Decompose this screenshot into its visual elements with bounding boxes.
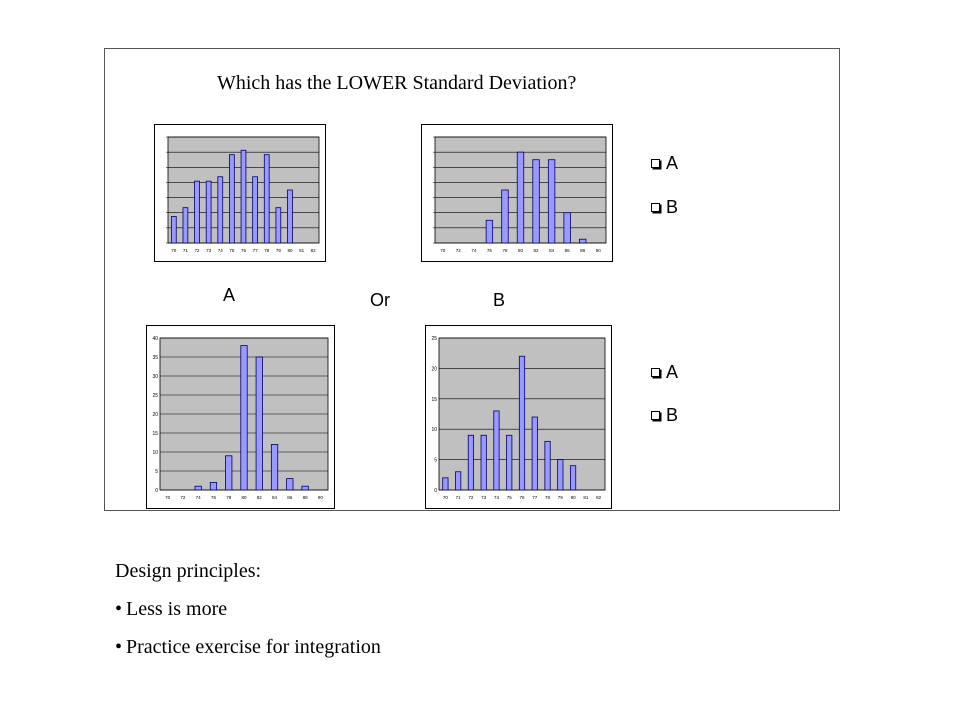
bar xyxy=(195,486,201,490)
bar xyxy=(481,435,486,490)
bar xyxy=(210,482,216,490)
y-tick-label: 0 xyxy=(434,488,437,494)
choice-label: B xyxy=(666,405,679,425)
bar xyxy=(532,417,537,490)
bar xyxy=(502,190,509,243)
x-tick-label: 90 xyxy=(317,495,323,500)
bullet-text: Less is more xyxy=(126,597,228,620)
y-tick-label: 5 xyxy=(434,457,437,464)
bar xyxy=(206,181,211,243)
x-tick-label: 71 xyxy=(455,495,461,500)
checkbox-icon[interactable] xyxy=(651,159,660,168)
y-tick-label: 40 xyxy=(152,336,158,342)
y-tick-label: 25 xyxy=(431,336,437,342)
bar xyxy=(548,160,555,243)
bar xyxy=(564,213,571,243)
y-tick-label: 20 xyxy=(431,366,437,373)
checkbox-icon[interactable] xyxy=(651,368,660,377)
x-tick-label: 78 xyxy=(545,495,551,500)
bar xyxy=(288,190,293,243)
notes-bullet xyxy=(115,590,381,628)
x-tick-label: 86 xyxy=(287,495,293,500)
bar xyxy=(183,208,188,243)
x-tick-label: 74 xyxy=(493,495,499,500)
x-tick-label: 82 xyxy=(533,248,539,253)
chart-svg xyxy=(422,125,612,261)
y-tick-label: 20 xyxy=(152,412,158,418)
x-tick-label: 76 xyxy=(486,248,492,253)
x-tick-label: 81 xyxy=(299,248,305,253)
label-or: Or xyxy=(370,290,390,310)
x-tick-label: 80 xyxy=(287,248,293,253)
notes-bullet xyxy=(115,628,381,666)
bar xyxy=(517,152,524,243)
bar xyxy=(468,435,473,490)
label-a: A xyxy=(223,285,236,305)
x-tick-label: 82 xyxy=(256,495,262,500)
chart-top-right xyxy=(421,124,613,262)
x-tick-label: 72 xyxy=(180,495,186,500)
bar xyxy=(287,479,293,490)
choice-1-option-b[interactable] xyxy=(651,197,678,218)
bar xyxy=(171,217,176,244)
checkbox-icon[interactable] xyxy=(651,411,660,420)
chart-svg xyxy=(155,125,325,261)
y-tick-label: 15 xyxy=(152,431,158,437)
bar xyxy=(486,220,493,243)
x-tick-label: 80 xyxy=(241,495,247,500)
slide-title: Which has the LOWER Standard Deviation? xyxy=(217,72,577,94)
x-tick-label: 76 xyxy=(519,495,525,500)
bar xyxy=(558,460,563,490)
bar xyxy=(443,478,448,490)
chart-svg xyxy=(426,326,611,508)
bar xyxy=(256,357,262,490)
x-tick-label: 75 xyxy=(506,495,512,500)
x-tick-label: 76 xyxy=(210,495,216,500)
x-tick-label: 80 xyxy=(517,248,524,253)
choice-2-option-a[interactable] xyxy=(651,362,678,383)
bar xyxy=(241,150,246,243)
notes-heading: Design principles: xyxy=(115,559,262,582)
bullet-icon: • xyxy=(115,635,123,658)
choice-label: A xyxy=(666,362,679,382)
x-tick-label: 84 xyxy=(549,248,555,253)
x-tick-label: 82 xyxy=(310,248,316,253)
y-tick-label: 35 xyxy=(152,355,158,361)
x-tick-label: 80 xyxy=(570,495,576,500)
checkbox-icon[interactable] xyxy=(651,203,660,212)
x-tick-label: 74 xyxy=(217,248,223,253)
bar xyxy=(494,411,499,490)
x-tick-label: 74 xyxy=(195,495,201,500)
choice-label: A xyxy=(666,153,679,173)
x-tick-label: 81 xyxy=(583,495,589,500)
y-tick-label: 25 xyxy=(152,393,158,399)
chart-bottom-right xyxy=(425,325,612,509)
choice-label: B xyxy=(666,197,679,217)
y-tick-label: 30 xyxy=(152,374,158,380)
x-tick-label: 75 xyxy=(229,248,235,253)
x-tick-label: 76 xyxy=(240,248,247,253)
x-tick-label: 71 xyxy=(182,248,188,253)
x-tick-label: 78 xyxy=(226,495,232,500)
x-tick-label: 72 xyxy=(194,248,200,253)
chart-top-left xyxy=(154,124,326,262)
x-tick-label: 77 xyxy=(532,495,538,500)
design-notes xyxy=(115,552,381,666)
x-tick-label: 84 xyxy=(272,495,278,500)
x-tick-label: 72 xyxy=(455,248,461,253)
y-tick-label: 5 xyxy=(155,469,158,475)
x-tick-label: 77 xyxy=(252,248,258,253)
choice-2-option-b[interactable] xyxy=(651,405,678,426)
bar xyxy=(218,177,223,243)
x-tick-label: 78 xyxy=(264,248,270,253)
x-tick-label: 78 xyxy=(502,248,508,253)
bar xyxy=(507,435,512,490)
x-tick-label: 79 xyxy=(275,248,281,253)
x-tick-label: 90 xyxy=(595,248,601,253)
x-tick-label: 70 xyxy=(440,248,446,253)
bullet-icon: • xyxy=(115,597,123,620)
bar xyxy=(302,486,308,490)
bar xyxy=(533,160,540,243)
chart-bottom-left xyxy=(146,325,335,509)
label-b: B xyxy=(493,290,506,310)
x-tick-label: 82 xyxy=(596,495,602,500)
bar xyxy=(545,441,550,490)
bar xyxy=(271,444,277,490)
x-tick-label: 74 xyxy=(471,248,477,253)
bar xyxy=(455,472,460,490)
x-tick-label: 73 xyxy=(481,495,487,500)
x-tick-label: 70 xyxy=(165,495,171,500)
y-tick-label: 10 xyxy=(431,427,437,434)
bar xyxy=(570,466,575,490)
y-tick-label: 0 xyxy=(155,488,158,494)
bar xyxy=(253,177,258,243)
bullet-text: Practice exercise for integration xyxy=(126,635,381,658)
bar xyxy=(579,239,586,243)
bar xyxy=(519,356,524,490)
x-tick-label: 88 xyxy=(580,248,586,253)
bar xyxy=(264,155,269,243)
x-tick-label: 70 xyxy=(442,495,448,500)
bar xyxy=(276,208,281,243)
y-tick-label: 15 xyxy=(431,396,437,403)
y-tick-label: 10 xyxy=(152,450,158,456)
bar xyxy=(195,181,200,243)
bar xyxy=(226,456,232,490)
x-tick-label: 79 xyxy=(557,495,563,500)
x-tick-label: 88 xyxy=(302,495,308,500)
bar xyxy=(229,155,234,243)
x-tick-label: 70 xyxy=(171,248,177,253)
x-tick-label: 72 xyxy=(468,495,474,500)
x-tick-label: 73 xyxy=(206,248,212,253)
bar xyxy=(241,346,247,490)
choice-1-option-a[interactable] xyxy=(651,153,678,174)
chart-svg xyxy=(147,326,334,508)
x-tick-label: 86 xyxy=(564,248,570,253)
